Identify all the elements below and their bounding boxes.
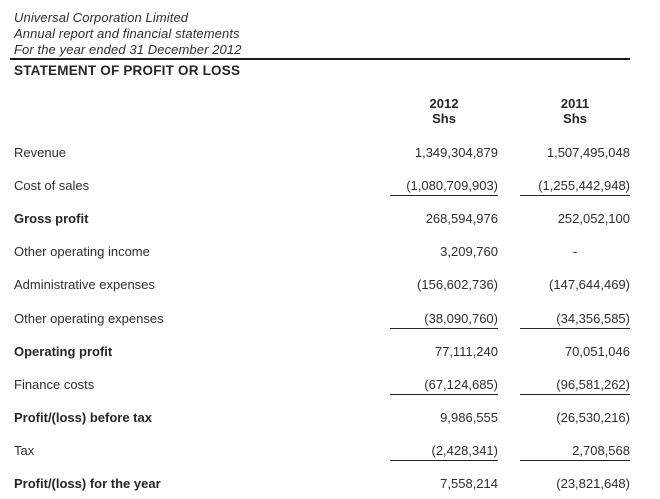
table-row [14,467,630,499]
row-label: Operating profit [14,343,113,359]
table-row [14,268,630,301]
row-value-2012: (67,124,685) [390,374,498,395]
table-row [14,434,630,467]
period-line: For the year ended 31 December 2012 [14,42,242,57]
row-value-2012: 7,558,214 [440,475,498,491]
table-row [14,401,630,434]
row-label: Profit/(loss) before tax [14,409,152,425]
report-subtitle: Annual report and financial statements [14,26,240,41]
column-headers-spacer [14,96,390,126]
document-header [10,0,630,60]
column-unit-2011: Shs [563,111,587,126]
row-label: Revenue [14,145,67,161]
table-row [14,169,630,202]
row-label: Other operating income [14,244,150,260]
row-value-2012: 268,594,976 [425,211,498,227]
row-label: Cost of sales [14,178,90,194]
row-label: Other operating expenses [14,310,164,326]
row-value-2011: 1,507,495,048 [546,145,630,161]
table-row [14,301,630,334]
table-row [14,368,630,401]
row-value-2012: (2,428,341) [390,440,498,461]
row-value-2011: (34,356,585) [520,308,630,329]
table-row [14,202,630,235]
row-value-2011: (23,821,648) [556,475,630,491]
row-value-2012: 77,111,240 [434,343,498,359]
column-header-2011 [520,96,630,126]
row-value-2011: 252,052,100 [557,211,630,227]
row-value-2011: 70,051,046 [564,343,630,359]
column-year-2012: 2012 [429,96,459,111]
statement-title: STATEMENT OF PROFIT OR LOSS [14,63,241,78]
column-unit-2012: Shs [432,111,456,126]
row-value-2012: (156,602,736) [417,277,498,293]
row-value-2011: (1,255,442,948) [520,175,630,196]
row-label: Finance costs [14,376,95,392]
table-row [14,235,630,268]
row-value-2012: 3,209,760 [440,244,498,260]
row-value-2011: (26,530,216) [556,409,630,425]
row-value-2011: - [572,244,578,260]
row-value-2011: (147,644,469) [549,277,630,293]
statement-table-body [14,136,630,499]
column-year-2011: 2011 [560,96,590,111]
row-value-2011: 2,708,568 [520,440,630,461]
row-label: Gross profit [14,211,89,227]
company-name: Universal Corporation Limited [14,10,189,25]
row-label: Tax [14,442,35,458]
table-row [14,335,630,368]
row-value-2012: 1,349,304,879 [414,145,498,161]
row-value-2011: (96,581,262) [520,374,630,395]
row-label: Administrative expenses [14,277,155,293]
row-value-2012: (1,080,709,903) [390,175,498,196]
column-header-2012 [390,96,498,126]
table-row [14,136,630,169]
row-value-2012: 9,986,555 [440,409,498,425]
row-label: Profit/(loss) for the year [14,475,161,491]
column-headers [14,96,630,126]
row-value-2012: (38,090,760) [390,308,498,329]
